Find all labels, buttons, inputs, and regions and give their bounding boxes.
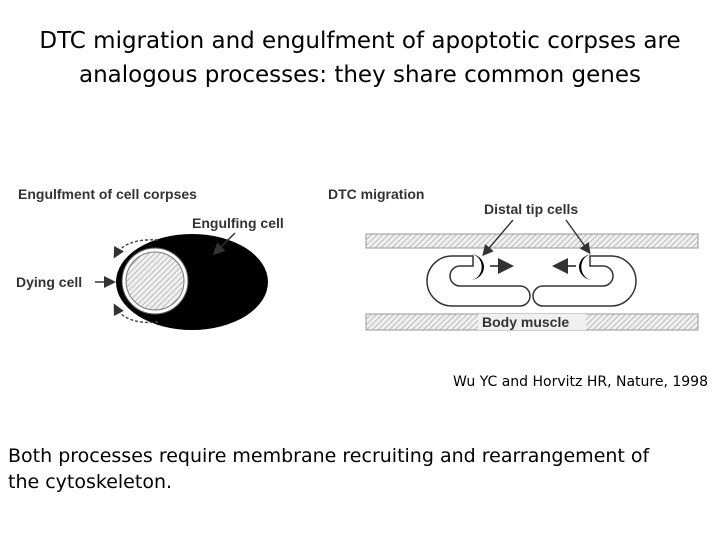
muscle-label: Body muscle [482, 314, 570, 330]
gonad-arm-right [533, 256, 636, 306]
body-line-1: Both processes require membrane recruiting and rearrangement of [8, 445, 650, 467]
dtc-label: Distal tip cells [484, 201, 579, 217]
dying-cell-label: Dying cell [16, 274, 83, 290]
dtc-heading: DTC migration [328, 186, 425, 202]
gonad-arm-left [427, 256, 530, 306]
title-line-2: analogous processes: they share common genes [78, 62, 642, 88]
figure [0, 170, 720, 340]
citation: Wu YC and Horvitz HR, Nature, 1998 [453, 374, 708, 390]
body-text [8, 443, 708, 495]
dtc-panel [328, 186, 698, 330]
engulfment-panel [16, 186, 284, 330]
engulfing-cell-label: Engulfing cell [192, 215, 284, 231]
body-line-2: the cytoskeleton. [8, 471, 173, 493]
slide-title [20, 24, 700, 92]
engulfment-heading: Engulfment of cell corpses [18, 186, 197, 202]
title-line-1: DTC migration and engulfment of apoptotic corpses are [39, 28, 681, 54]
muscle-strip-top [366, 234, 698, 248]
dying-cell-interior [126, 252, 184, 310]
